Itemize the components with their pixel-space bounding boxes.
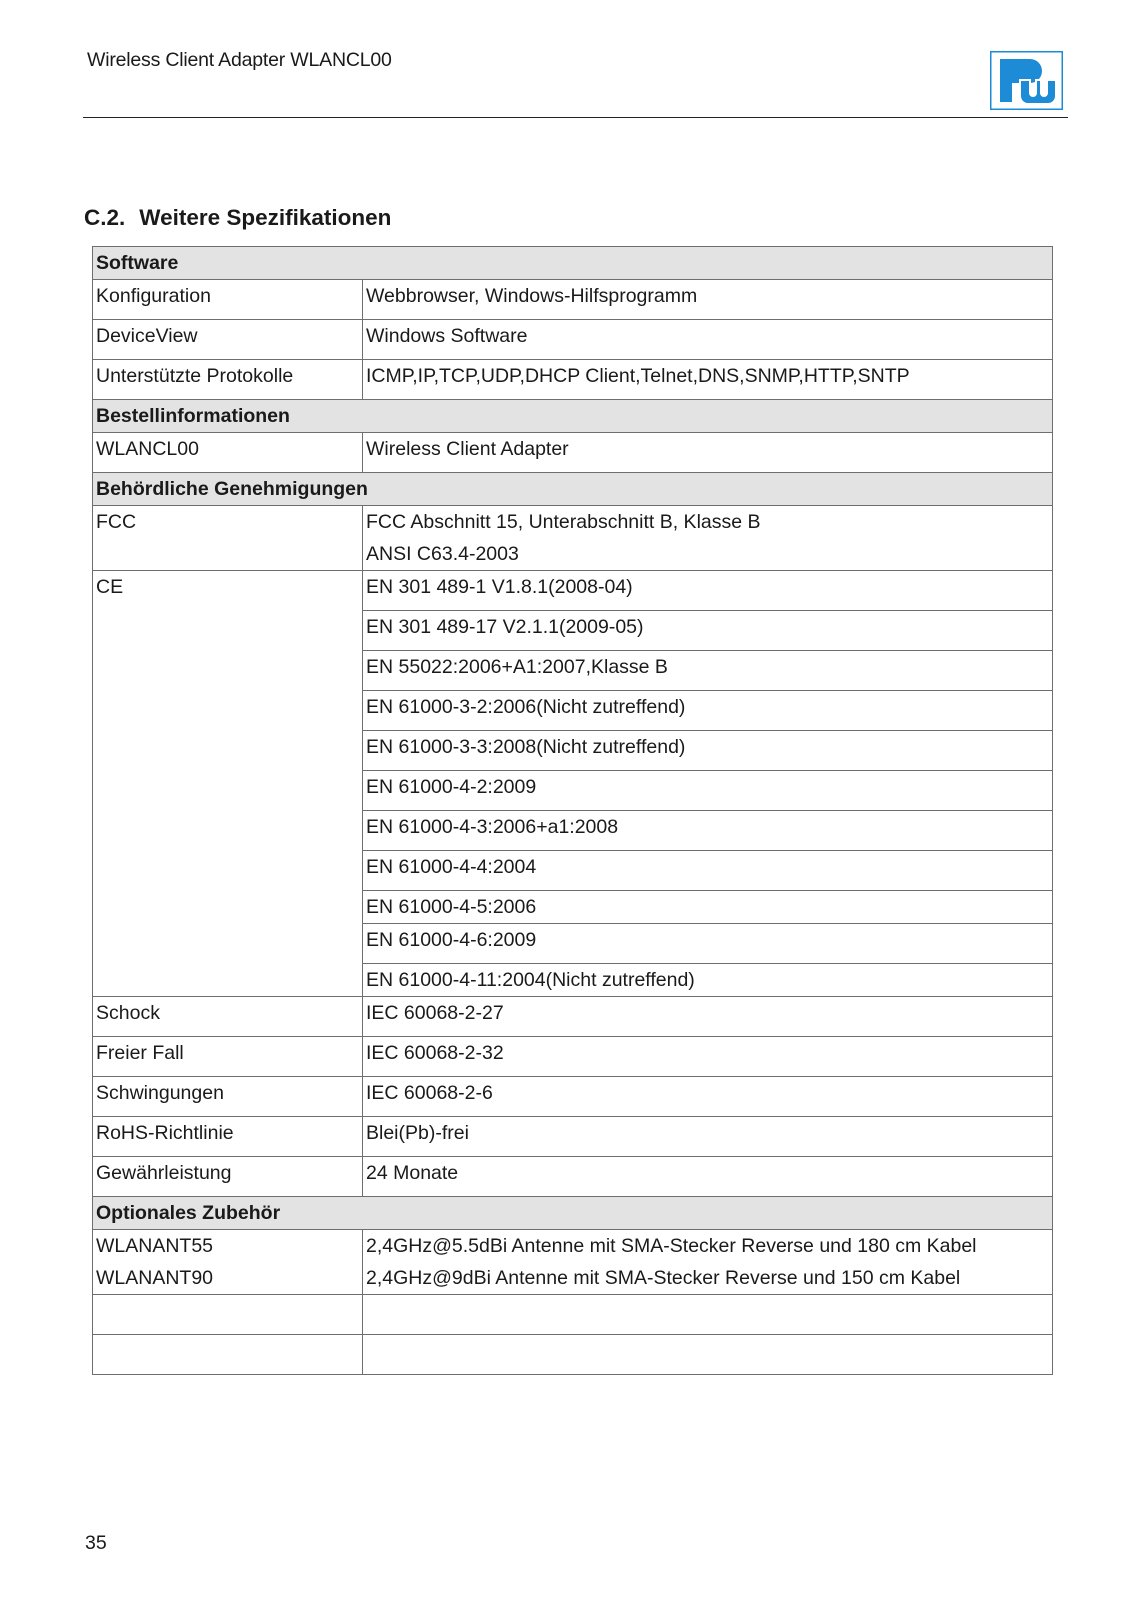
row-value: EN 55022:2006+A1:2007,Klasse B bbox=[363, 651, 1053, 691]
row-value: EN 61000-4-2:2009 bbox=[363, 771, 1053, 811]
value-line: 2,4GHz@9dBi Antenne mit SMA-Stecker Reverse und 150 cm Kabel bbox=[366, 1267, 961, 1289]
document-header-title: Wireless Client Adapter WLANCL00 bbox=[87, 49, 392, 71]
row-label: Freier Fall bbox=[93, 1037, 363, 1077]
table-row bbox=[93, 997, 1053, 1037]
value-line: FCC Abschnitt 15, Unterabschnitt B, Klasse B bbox=[366, 511, 761, 533]
value-line: ANSI C63.4-2003 bbox=[366, 543, 519, 565]
row-label: DeviceView bbox=[93, 320, 363, 360]
table-row-accessories bbox=[93, 1230, 1053, 1295]
empty-cell bbox=[363, 1295, 1053, 1335]
label-line: WLANANT55 bbox=[96, 1235, 214, 1257]
table-row bbox=[93, 360, 1053, 400]
row-value: EN 61000-3-3:2008(Nicht zutreffend) bbox=[363, 731, 1053, 771]
empty-table-row bbox=[93, 1335, 1053, 1375]
row-label: CE bbox=[93, 571, 363, 997]
row-label: Schwingungen bbox=[93, 1077, 363, 1117]
row-label: Konfiguration bbox=[93, 280, 363, 320]
table-row bbox=[93, 1037, 1053, 1077]
value-line: 2,4GHz@5.5dBi Antenne mit SMA-Stecker Reverse und 180 cm Kabel bbox=[366, 1235, 977, 1257]
row-value: Windows Software bbox=[363, 320, 1053, 360]
table-section-ordering bbox=[93, 400, 1053, 433]
brand-logo bbox=[990, 51, 1063, 110]
row-label: FCC bbox=[93, 506, 363, 571]
row-value: IEC 60068-2-6 bbox=[363, 1077, 1053, 1117]
row-value: EN 301 489-17 V2.1.1(2009-05) bbox=[363, 611, 1053, 651]
row-label: Schock bbox=[93, 997, 363, 1037]
row-value: 24 Monate bbox=[363, 1157, 1053, 1197]
table-row bbox=[93, 1077, 1053, 1117]
table-section-software bbox=[93, 247, 1053, 280]
table-row bbox=[93, 1157, 1053, 1197]
table-row-fcc bbox=[93, 506, 1053, 571]
header-rule bbox=[83, 117, 1068, 118]
row-value bbox=[363, 1230, 1053, 1295]
row-value: IEC 60068-2-32 bbox=[363, 1037, 1053, 1077]
table-row-ce bbox=[93, 571, 1053, 611]
row-value: Wireless Client Adapter bbox=[363, 433, 1053, 473]
row-label: Gewährleistung bbox=[93, 1157, 363, 1197]
table-row bbox=[93, 280, 1053, 320]
empty-cell bbox=[93, 1295, 363, 1335]
section-number: C.2. bbox=[84, 205, 126, 230]
row-value: IEC 60068-2-27 bbox=[363, 997, 1053, 1037]
row-value: EN 61000-4-4:2004 bbox=[363, 851, 1053, 891]
row-value: EN 61000-4-5:2006 bbox=[363, 891, 1053, 924]
row-value: Blei(Pb)-frei bbox=[363, 1117, 1053, 1157]
row-value: ICMP,IP,TCP,UDP,DHCP Client,Telnet,DNS,SNMP,HTTP,SNTP bbox=[363, 360, 1053, 400]
label-line: WLANANT90 bbox=[96, 1267, 214, 1289]
section-heading-cell: Optionales Zubehör bbox=[93, 1197, 1053, 1230]
empty-table-row bbox=[93, 1295, 1053, 1335]
table-row bbox=[93, 320, 1053, 360]
empty-cell bbox=[363, 1335, 1053, 1375]
row-value: EN 61000-4-11:2004(Nicht zutreffend) bbox=[363, 964, 1053, 997]
row-value: EN 61000-4-3:2006+a1:2008 bbox=[363, 811, 1053, 851]
section-heading bbox=[84, 205, 391, 231]
table-section-approvals bbox=[93, 473, 1053, 506]
specification-table bbox=[92, 246, 1053, 1375]
section-title: Weitere Spezifikationen bbox=[139, 205, 392, 230]
section-heading-cell: Bestellinformationen bbox=[93, 400, 1053, 433]
row-value: EN 61000-3-2:2006(Nicht zutreffend) bbox=[363, 691, 1053, 731]
row-label: Unterstützte Protokolle bbox=[93, 360, 363, 400]
row-label: WLANCL00 bbox=[93, 433, 363, 473]
row-value: EN 301 489-1 V1.8.1(2008-04) bbox=[363, 571, 1053, 611]
row-value: EN 61000-4-6:2009 bbox=[363, 924, 1053, 964]
row-value bbox=[363, 506, 1053, 571]
table-row bbox=[93, 433, 1053, 473]
section-heading-cell: Behördliche Genehmigungen bbox=[93, 473, 1053, 506]
page-number: 35 bbox=[85, 1532, 107, 1554]
table-row bbox=[93, 1117, 1053, 1157]
row-label: RoHS-Richtlinie bbox=[93, 1117, 363, 1157]
row-value: Webbrowser, Windows-Hilfsprogramm bbox=[363, 280, 1053, 320]
section-heading-cell: Software bbox=[93, 247, 1053, 280]
empty-cell bbox=[93, 1335, 363, 1375]
row-label bbox=[93, 1230, 363, 1295]
table-section-accessories bbox=[93, 1197, 1053, 1230]
